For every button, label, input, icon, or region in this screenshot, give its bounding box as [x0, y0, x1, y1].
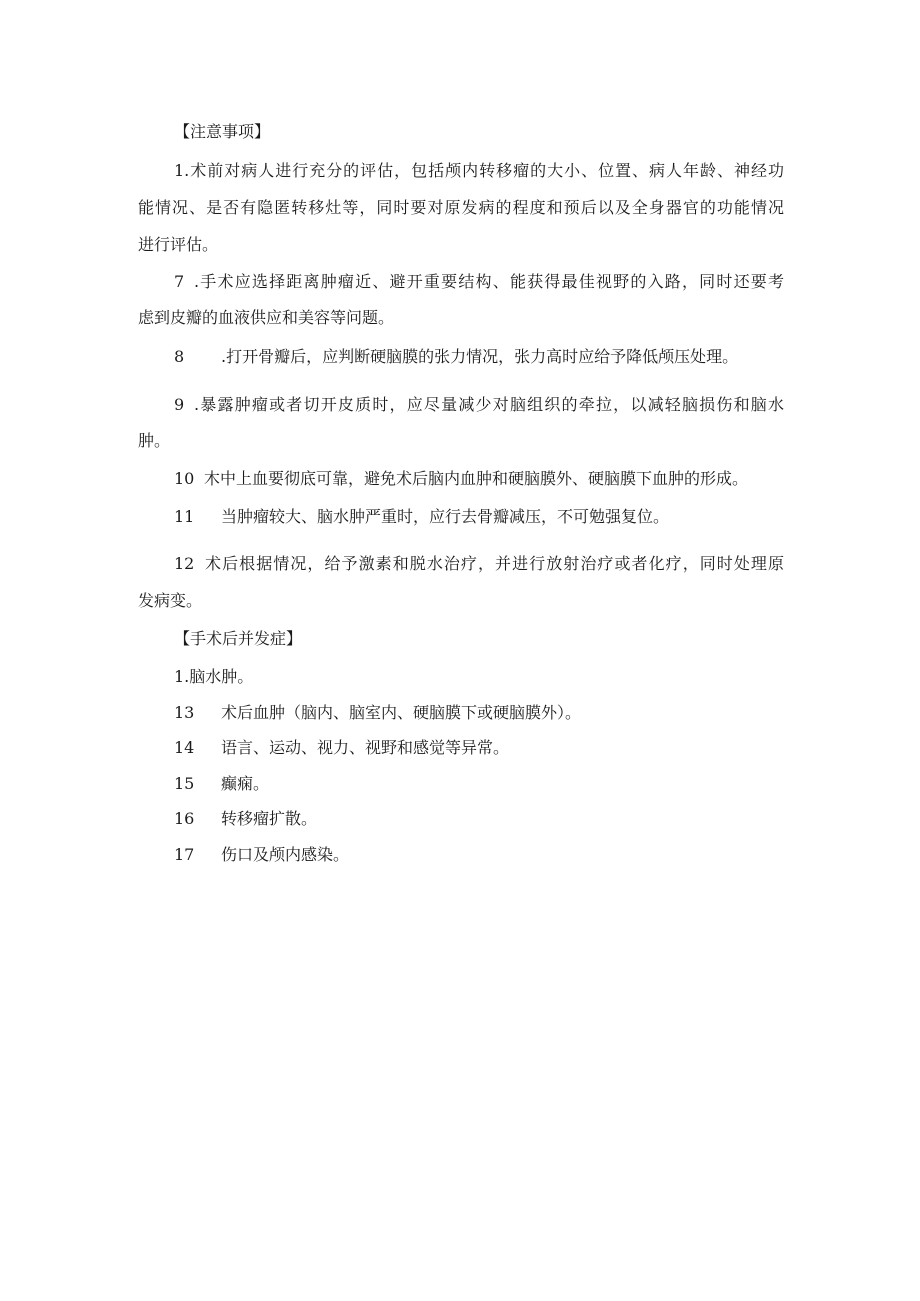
- note-1-line-1: [174, 153, 784, 189]
- complication-14-number: 14: [174, 738, 195, 757]
- note-11-number: 11: [174, 507, 195, 526]
- complication-13-text: 术后血肿（脑内、脑室内、硬脑膜下或硬脑膜外）。: [221, 703, 582, 722]
- complication-13: [174, 695, 581, 731]
- complication-16: [174, 801, 317, 837]
- note-8-text: .打开骨瓣后，应判断硬脑膜的张力情况，张力高时应给予降低颅压处理。: [221, 347, 739, 366]
- complication-15-number: 15: [174, 774, 195, 793]
- note-1-line-3: 进行评估。: [138, 235, 219, 254]
- complication-15-text: 癫痫。: [221, 774, 270, 793]
- complication-16-number: 16: [174, 809, 195, 828]
- note-8: [174, 339, 738, 375]
- note-11-text: 当肿瘤较大、脑水肿严重时，应行去骨瓣减压，不可勉强复位。: [221, 507, 670, 526]
- complication-17: [174, 837, 349, 873]
- notes-heading: 【注意事项】: [174, 122, 271, 141]
- note-8-number: 8: [174, 347, 185, 366]
- note-1-number: 1.: [174, 161, 190, 180]
- note-7-line-1: [174, 264, 784, 300]
- note-10: [174, 461, 748, 497]
- note-12-number: 12: [174, 554, 195, 573]
- note-9-line-2: 肿。: [138, 431, 171, 450]
- note-12-line-1: [174, 546, 784, 582]
- complication-1-number: 1.: [174, 667, 190, 686]
- note-9-line-1: [174, 387, 784, 423]
- note-12-text-1: 术后根据情况，给予激素和脱水治疗，并进行放射治疗或者化疗，同时处理原: [204, 554, 784, 573]
- note-1-text-1: 术前对病人进行充分的评估，包括颅内转移瘤的大小、位置、病人年龄、神经功: [189, 161, 784, 180]
- note-9-text-1: .暴露肿瘤或者切开皮质时，应尽量减少对脑组织的牵拉，以减轻脑损伤和脑水: [194, 395, 784, 414]
- complications-heading: 【手术后并发症】: [174, 629, 303, 648]
- note-9-number: 9: [174, 395, 185, 414]
- note-7-text-1: .手术应选择距离肿瘤近、避开重要结构、能获得最佳视野的入路，同时还要考: [194, 272, 784, 291]
- note-7-line-2: 虑到皮瓣的血液供应和美容等问题。: [138, 308, 395, 327]
- note-7-number: 7: [174, 272, 185, 291]
- complication-17-number: 17: [174, 845, 195, 864]
- note-12-line-2: 发病变。: [138, 591, 203, 610]
- complication-17-text: 伤口及颅内感染。: [221, 845, 350, 864]
- note-11: [174, 499, 669, 535]
- complication-16-text: 转移瘤扩散。: [221, 809, 318, 828]
- note-10-text: 木中上血要彻底可靠，避免术后脑内血肿和硬脑膜外、硬脑膜下血肿的形成。: [204, 469, 749, 488]
- complication-1: [174, 659, 253, 695]
- complication-1-text: 脑水肿。: [189, 667, 254, 686]
- complication-14: [174, 730, 509, 766]
- note-1-line-2: 能情况、是否有隐匿转移灶等，同时要对原发病的程度和预后以及全身器官的功能情况: [138, 198, 784, 217]
- complication-13-number: 13: [174, 703, 195, 722]
- complication-15: [174, 766, 269, 802]
- note-10-number: 10: [174, 469, 195, 488]
- complication-14-text: 语言、运动、视力、视野和感觉等异常。: [221, 738, 510, 757]
